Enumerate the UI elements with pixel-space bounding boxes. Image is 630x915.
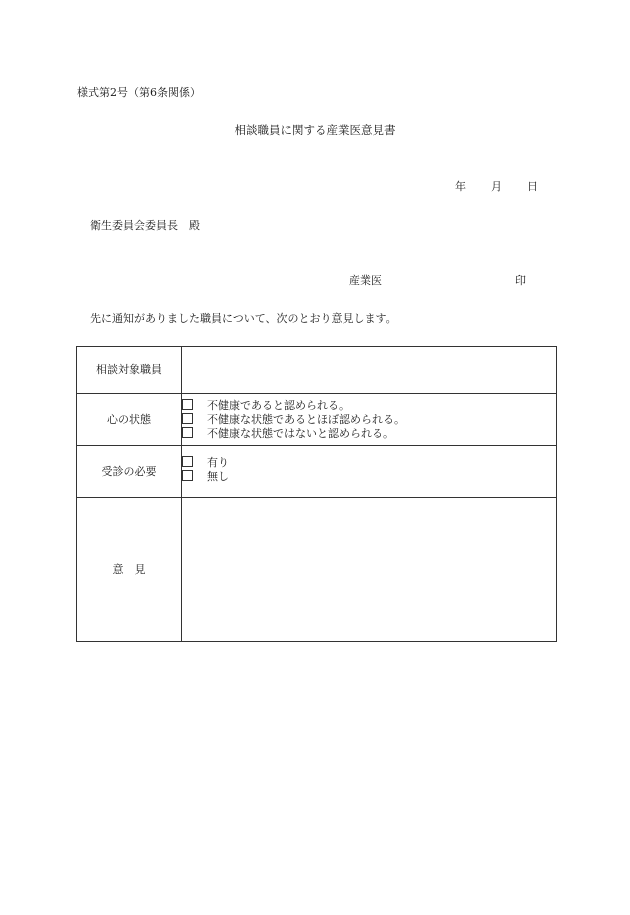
consultation-need-options [182,446,557,498]
document-title: 相談職員に関する産業医意見書 [234,123,396,137]
mental-state-row [77,394,557,446]
checkbox-icon[interactable] [182,470,193,481]
option-label: 無し [207,470,229,483]
opinion-form-table [76,346,557,642]
checkbox-icon[interactable] [182,427,193,438]
date-month-label: 月 [491,180,502,193]
option-label: 有り [207,456,229,469]
consultation-need-option[interactable] [182,456,556,470]
form-number: 様式第2号（第6条関係） [77,86,201,99]
consultation-need-option[interactable] [182,470,556,484]
checkbox-icon[interactable] [182,413,193,424]
option-label: 不健康であると認められる。 [207,398,350,412]
option-label: 不健康な状態ではないと認められる。 [207,426,394,440]
mental-state-options [182,394,557,446]
seal-mark: 印 [515,274,526,287]
target-employee-field[interactable] [182,347,557,394]
addressee: 衛生委員会委員長 殿 [90,219,200,232]
date-year-label: 年 [455,180,466,193]
date-day-label: 日 [527,180,538,193]
mental-state-option[interactable] [182,427,556,441]
mental-state-option[interactable] [182,399,556,413]
consultation-need-label: 受診の必要 [77,446,182,498]
consultation-need-row [77,446,557,498]
checkbox-icon[interactable] [182,399,193,410]
intro-text: 先に通知がありました職員について、次のとおり意見します。 [90,312,397,325]
opinion-label: 意 見 [77,498,182,642]
option-label: 不健康な状態であるとほぼ認められる。 [207,412,405,426]
target-employee-row [77,347,557,394]
mental-state-label: 心の状態 [77,394,182,446]
mental-state-option[interactable] [182,413,556,427]
physician-label: 産業医 [349,274,382,287]
opinion-row [77,498,557,642]
target-employee-label: 相談対象職員 [77,347,182,394]
checkbox-icon[interactable] [182,456,193,467]
opinion-field[interactable] [182,498,557,642]
